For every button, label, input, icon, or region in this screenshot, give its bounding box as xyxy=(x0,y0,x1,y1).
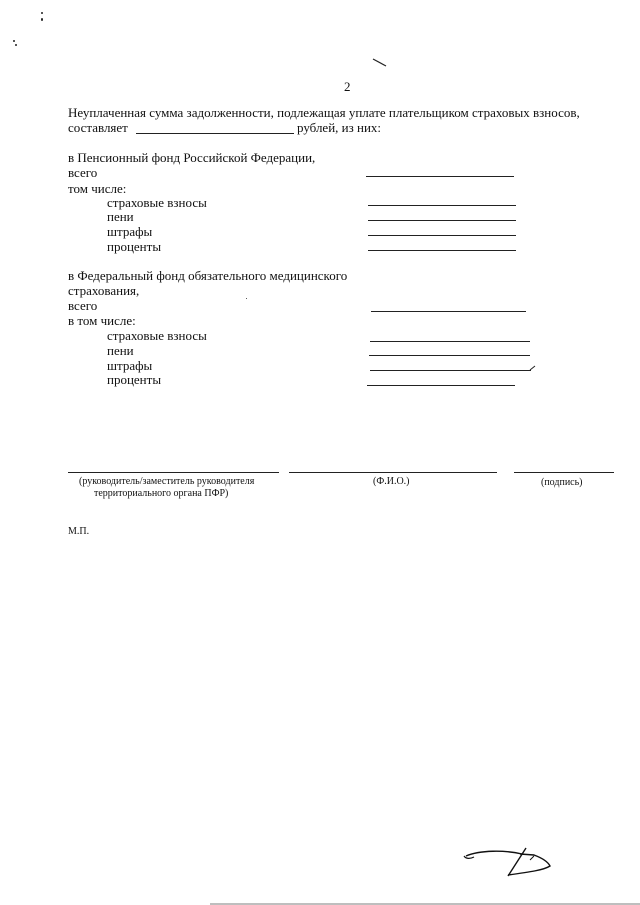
ffoms-penalties-blank[interactable] xyxy=(369,355,530,356)
pfr-heading: в Пенсионный фонд Российской Федерации, xyxy=(68,150,316,165)
ffoms-item-contributions: страховые взносы xyxy=(107,328,207,343)
name-signature-line[interactable] xyxy=(289,472,497,473)
pfr-item-fines: штрафы xyxy=(107,224,153,239)
ffoms-item-interest: проценты xyxy=(107,372,162,387)
ffoms-heading-line-1: в Федеральный фонд обязательного медицинского xyxy=(68,268,348,283)
ffoms-item-penalties: пени xyxy=(107,343,134,358)
name-caption: (Ф.И.О.) xyxy=(373,476,410,487)
ffoms-including-label: в том числе: xyxy=(68,313,136,328)
scan-speck xyxy=(41,18,43,21)
scan-speck xyxy=(41,12,43,14)
pfr-interest-blank[interactable] xyxy=(368,250,516,251)
ffoms-interest-blank[interactable] xyxy=(367,385,515,386)
signature-line[interactable] xyxy=(514,472,614,473)
signature-caption: (подпись) xyxy=(541,477,583,488)
page-number: 2 xyxy=(344,79,351,94)
pfr-total-blank[interactable] xyxy=(366,176,514,177)
ffoms-fines-tick-mark xyxy=(529,364,537,372)
ffoms-total-label: всего xyxy=(68,298,98,313)
handwritten-signature-mark xyxy=(460,842,560,882)
intro-line-1: Неуплаченная сумма задолженности, подлежащая уплате плательщиком страховых взносов, xyxy=(68,105,580,120)
pfr-total-label: всего xyxy=(68,165,98,180)
ffoms-item-fines: штрафы xyxy=(107,358,153,373)
intro-amount-label: составляет xyxy=(68,120,128,135)
stamp-place-label: М.П. xyxy=(68,526,90,537)
role-caption-line-1: (руководитель/заместитель руководителя xyxy=(79,476,255,487)
pfr-penalties-blank[interactable] xyxy=(368,220,516,221)
ffoms-fines-blank[interactable] xyxy=(370,370,531,371)
ffoms-contributions-blank[interactable] xyxy=(370,341,530,342)
role-signature-line[interactable] xyxy=(68,472,279,473)
scan-speck xyxy=(15,44,17,46)
pfr-item-penalties: пени xyxy=(107,209,134,224)
pfr-fines-blank[interactable] xyxy=(368,235,516,236)
ffoms-heading-line-2: страхования, xyxy=(68,283,140,298)
scan-speck xyxy=(246,298,247,299)
pfr-item-interest: проценты xyxy=(107,239,162,254)
total-amount-blank[interactable] xyxy=(136,133,294,134)
intro-amount-suffix: рублей, из них: xyxy=(297,120,382,135)
scan-mark xyxy=(372,58,388,68)
pfr-including-label: том числе: xyxy=(68,181,127,196)
role-caption-line-2: территориального органа ПФР) xyxy=(94,488,229,499)
scan-speck xyxy=(13,40,15,42)
ffoms-total-blank[interactable] xyxy=(371,311,526,312)
pfr-item-contributions: страховые взносы xyxy=(107,195,207,210)
pfr-contributions-blank[interactable] xyxy=(368,205,516,206)
